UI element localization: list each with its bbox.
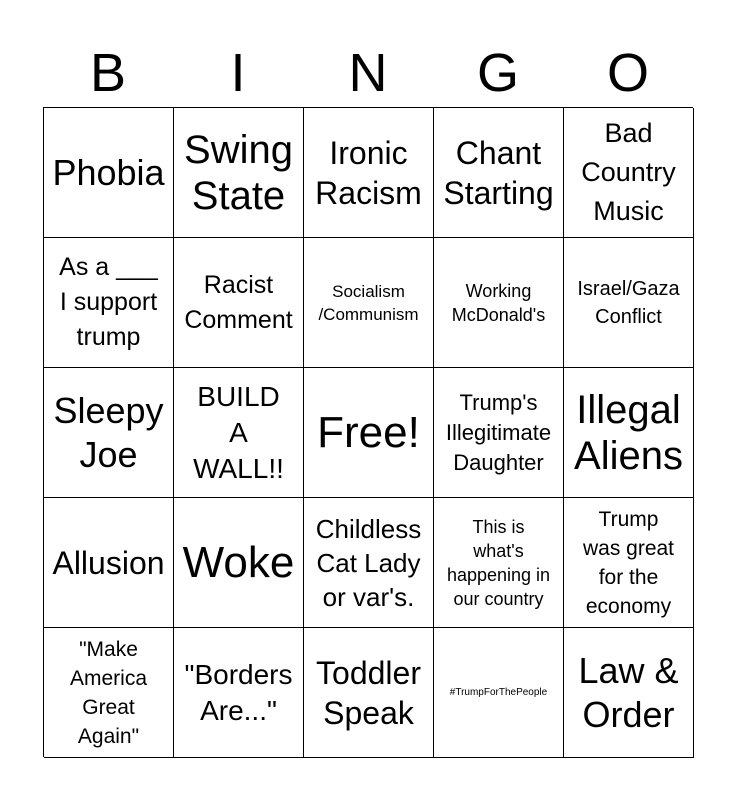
bingo-cell[interactable]: Ironic Racism: [304, 108, 434, 238]
header-letter-g: G: [476, 43, 519, 103]
bingo-cell[interactable]: Trump was great for the economy: [564, 498, 694, 628]
bingo-cell[interactable]: Israel/Gaza Conflict: [564, 238, 694, 368]
bingo-cell[interactable]: Chant Starting: [434, 108, 564, 238]
bingo-header: [43, 40, 693, 106]
bingo-cell[interactable]: Working McDonald's: [434, 238, 564, 368]
bingo-cell[interactable]: Swing State: [174, 108, 304, 238]
bingo-cell[interactable]: Allusion: [44, 498, 174, 628]
bingo-cell[interactable]: "Borders Are...": [174, 628, 304, 758]
bingo-cell[interactable]: "Make America Great Again": [44, 628, 174, 758]
bingo-cell[interactable]: Toddler Speak: [304, 628, 434, 758]
bingo-cell[interactable]: This is what's happening in our country: [434, 498, 564, 628]
bingo-cell[interactable]: BUILD A WALL!!: [174, 368, 304, 498]
bingo-cell[interactable]: Phobia: [44, 108, 174, 238]
header-letter-b: B: [89, 43, 127, 103]
bingo-cell[interactable]: Racist Comment: [174, 238, 304, 368]
bingo-cell[interactable]: Childless Cat Lady or var's.: [304, 498, 434, 628]
bingo-cell[interactable]: Trump's Illegitimate Daughter: [434, 368, 564, 498]
bingo-cell[interactable]: Socialism /Communism: [304, 238, 434, 368]
bingo-cell[interactable]: Sleepy Joe: [44, 368, 174, 498]
bingo-cell[interactable]: Bad Country Music: [564, 108, 694, 238]
bingo-cell[interactable]: Illegal Aliens: [564, 368, 694, 498]
bingo-cell[interactable]: #TrumpForThePeople: [434, 628, 564, 758]
bingo-cell[interactable]: Woke: [174, 498, 304, 628]
header-letter-i: I: [230, 43, 246, 103]
header-letter-n: N: [348, 43, 388, 103]
bingo-cell[interactable]: As a ___ I support trump: [44, 238, 174, 368]
header-letter-o: O: [606, 43, 649, 103]
bingo-board: [43, 107, 693, 757]
bingo-cell free-space[interactable]: Free!: [304, 368, 434, 498]
bingo-cell[interactable]: Law & Order: [564, 628, 694, 758]
